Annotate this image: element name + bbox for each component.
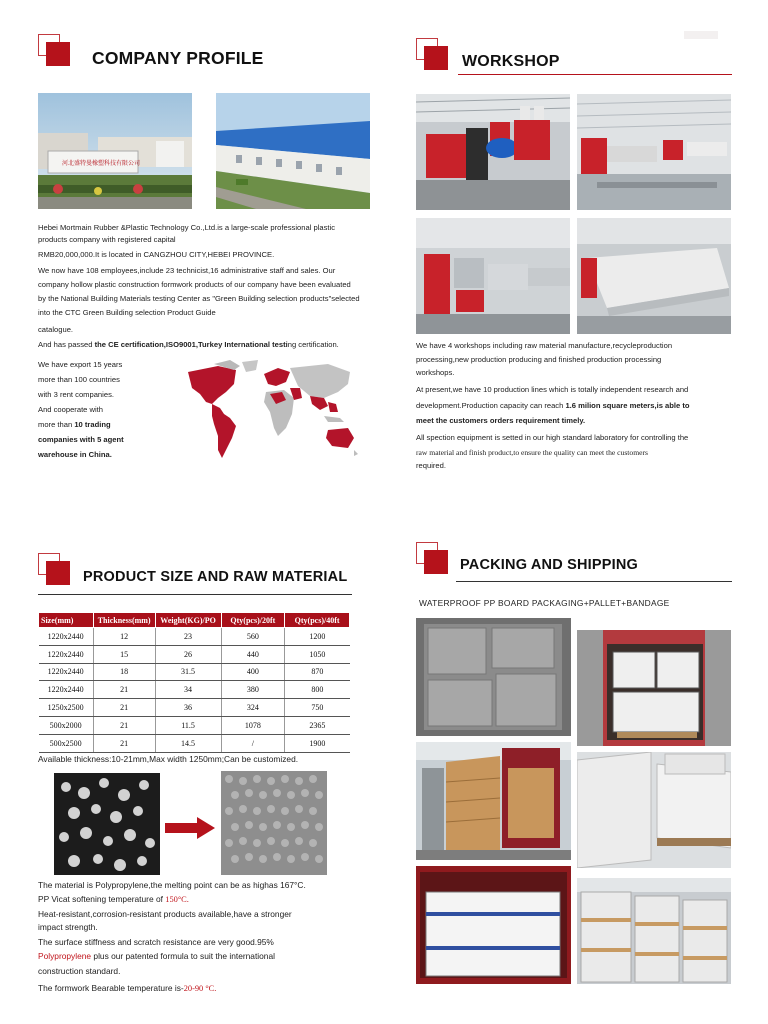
factory-building-photo	[216, 93, 370, 209]
packing-title-underline	[456, 581, 732, 582]
table-cell: 36	[155, 699, 221, 717]
packing-photo-pallets	[416, 742, 571, 860]
workshop-photo-line	[416, 218, 570, 334]
packing-photo-warehouse	[577, 878, 731, 984]
packing-title: PACKING AND SHIPPING	[460, 557, 639, 573]
product-title-underline	[38, 594, 352, 595]
export-line: warehouse in China.	[38, 450, 112, 459]
material-line	[38, 949, 368, 963]
polypropylene-red: Polypropylene	[38, 951, 92, 961]
vicat-prefix: PP Vicat softening temperature of	[38, 894, 166, 904]
export-line: more than 100 countries	[38, 375, 120, 384]
workshop-line: At present,we have 10 production lines which is totally independent research and	[416, 384, 689, 394]
table-header-cell: Qty(pcs)/40ft	[285, 613, 350, 628]
material-line: Heat-resistant,corrosion-resistant products available,have a stronger	[38, 909, 292, 919]
company-description	[38, 222, 398, 351]
material-description	[38, 878, 368, 997]
table-cell: 21	[93, 716, 155, 734]
table-cell: 21	[93, 699, 155, 717]
right-arrow-icon	[165, 817, 215, 839]
material-line: construction standard.	[38, 966, 121, 976]
table-header-cell: Qty(pcs)/20ft	[221, 613, 285, 628]
table-cell: 15	[93, 645, 155, 663]
packing-subtitle: WATERPROOF PP BOARD PACKAGING+PALLET+BANDAGE	[419, 598, 670, 608]
table-cell: 31.5	[155, 663, 221, 681]
table-header-cell: Thickness(mm)	[93, 613, 155, 628]
table-cell: 1220x2440	[39, 645, 94, 663]
workshop-line: We have 4 workshops including raw material manufacture,recycleproduction	[416, 341, 673, 350]
world-map-icon	[178, 358, 362, 466]
table-header-row	[39, 613, 350, 628]
workshop-line: workshops.	[416, 368, 455, 377]
vicat-value: 150°C.	[165, 895, 189, 904]
cert-suffix: ng certification.	[287, 340, 339, 349]
product-header-icon	[38, 553, 72, 587]
capacity-prefix: development.Production capacity can reach	[416, 400, 566, 410]
table-cell: 21	[93, 681, 155, 699]
workshop-line	[416, 398, 736, 414]
table-cell: 1050	[285, 645, 350, 663]
product-size-table	[38, 612, 350, 753]
export-bold: 10 trading	[74, 420, 111, 429]
workshop-photo-board	[577, 218, 731, 334]
packing-photo-boards-stack	[577, 752, 731, 868]
table-row	[39, 628, 350, 646]
recycled-pellets-photo	[221, 771, 327, 875]
workshop-photo-extruder	[416, 94, 570, 210]
table-cell: 500x2500	[39, 734, 94, 752]
company-profile-title: COMPANY PROFILE	[92, 48, 264, 68]
table-cell: 1900	[285, 734, 350, 752]
table-cell: 1078	[221, 716, 285, 734]
packing-photo-container-red	[416, 866, 571, 984]
table-cell: 1200	[285, 628, 350, 646]
packing-photo-truck	[577, 630, 731, 746]
table-cell: 400	[221, 663, 285, 681]
table-cell: 2365	[285, 716, 350, 734]
temp-value: 20-90 °C.	[183, 984, 217, 993]
export-prefix: more than	[38, 420, 75, 429]
packing-photo-container-load	[416, 618, 571, 736]
available-thickness: Available thickness:10-21mm,Max width 1250mm;Can be customized.	[38, 754, 299, 764]
material-line: The material is Polypropylene,the melting point can be as highas 167°C.	[38, 880, 306, 890]
workshop-line: meet the customers orders requirement timely.	[416, 415, 586, 425]
capacity-bold: 1.6 milion square meters,is able to	[565, 400, 690, 410]
table-cell: 1220x2440	[39, 663, 94, 681]
table-cell: 1220x2440	[39, 681, 94, 699]
table-row	[39, 734, 350, 752]
table-cell: 34	[155, 681, 221, 699]
table-cell: 324	[221, 699, 285, 717]
table-cell: 12	[93, 628, 155, 646]
workshop-title-underline	[458, 74, 732, 75]
material-line	[38, 892, 368, 907]
table-cell: /	[221, 734, 285, 752]
table-cell: 11.5	[155, 716, 221, 734]
factory-gate-photo	[38, 93, 192, 209]
export-line: companies with 5 agent	[38, 435, 124, 444]
header-decoration	[684, 31, 718, 39]
company-desc-line: into the CTC Green Building selection Product Guide	[38, 307, 216, 317]
table-cell: 870	[285, 663, 350, 681]
table-header-cell: Size(mm)	[39, 613, 94, 628]
table-cell: 560	[221, 628, 285, 646]
table-row	[39, 716, 350, 734]
company-desc-line: by the National Building Materials testing Center as "Green Building selection products"selected	[38, 293, 360, 303]
table-row	[39, 681, 350, 699]
table-row	[39, 645, 350, 663]
table-cell: 800	[285, 681, 350, 699]
company-desc-line: Hebei Mortmain Rubber &Plastic Technology Co.,Ltd.is a large-scale professional plastic	[38, 223, 336, 232]
table-cell: 1250x2500	[39, 699, 94, 717]
table-cell: 26	[155, 645, 221, 663]
table-cell: 21	[93, 734, 155, 752]
company-profile-header-icon	[38, 34, 72, 68]
workshop-line: processing,new production producing and finished production processing	[416, 354, 662, 364]
material-line	[38, 980, 368, 997]
table-cell: 500x2000	[39, 716, 94, 734]
export-line: with 3 rent companies.	[38, 390, 114, 399]
product-title: PRODUCT SIZE AND RAW MATERIAL	[83, 569, 348, 585]
export-line: And cooperate with	[38, 405, 104, 414]
cert-bold: the CE certification,ISO9001,Turkey International testi	[94, 340, 288, 349]
table-cell: 18	[93, 663, 155, 681]
table-cell: 14.5	[155, 734, 221, 752]
table-header-cell: Weight(KG)/PO	[155, 613, 221, 628]
workshop-description	[416, 339, 736, 471]
table-cell: 380	[221, 681, 285, 699]
company-desc-line: RMB20,000,000.It is located in CANGZHOU CITY,HEBEI PROVINCE.	[38, 250, 275, 259]
table-cell: 750	[285, 699, 350, 717]
company-desc-line: catalogue.	[38, 324, 74, 334]
formula-suffix: plus our patented formula to suit the international	[91, 951, 275, 961]
packing-header-icon	[416, 542, 450, 576]
workshop-title: WORKSHOP	[462, 53, 560, 70]
table-cell: 1220x2440	[39, 628, 94, 646]
export-line	[38, 417, 178, 432]
workshop-line: required.	[416, 460, 446, 470]
svg-text:河北盛特曼橡塑科技有限公司: 河北盛特曼橡塑科技有限公司	[62, 160, 141, 167]
table-row	[39, 663, 350, 681]
table-cell: 23	[155, 628, 221, 646]
workshop-line: All spection equipment is setted in our high standard laboratory for controlling the	[416, 432, 689, 442]
workshop-line: raw material and finish product,to ensure the quality can meet the customers	[416, 447, 648, 457]
material-line: impact strength.	[38, 922, 98, 932]
export-info	[38, 357, 178, 462]
raw-granules-photo	[54, 773, 160, 875]
temp-prefix: The formwork Bearable temperature is-	[38, 983, 184, 993]
table-cell: 440	[221, 645, 285, 663]
company-desc-line: company hollow plastic construction formwork products of our company have been evaluated	[38, 279, 351, 289]
table-row	[39, 699, 350, 717]
material-line: The surface stiffness and scratch resistance are very good.95%	[38, 937, 274, 947]
workshop-header-icon	[416, 38, 450, 72]
workshop-photo-hall	[577, 94, 731, 210]
export-line: We have export 15 years	[38, 360, 123, 369]
cert-prefix: And has passed	[38, 340, 95, 349]
company-desc-line: We now have 108 employees,include 23 technicist,16 administrative staff and sales. Our	[38, 265, 336, 275]
certification-line	[38, 339, 398, 351]
company-desc-line: products company with registered capital	[38, 234, 176, 244]
